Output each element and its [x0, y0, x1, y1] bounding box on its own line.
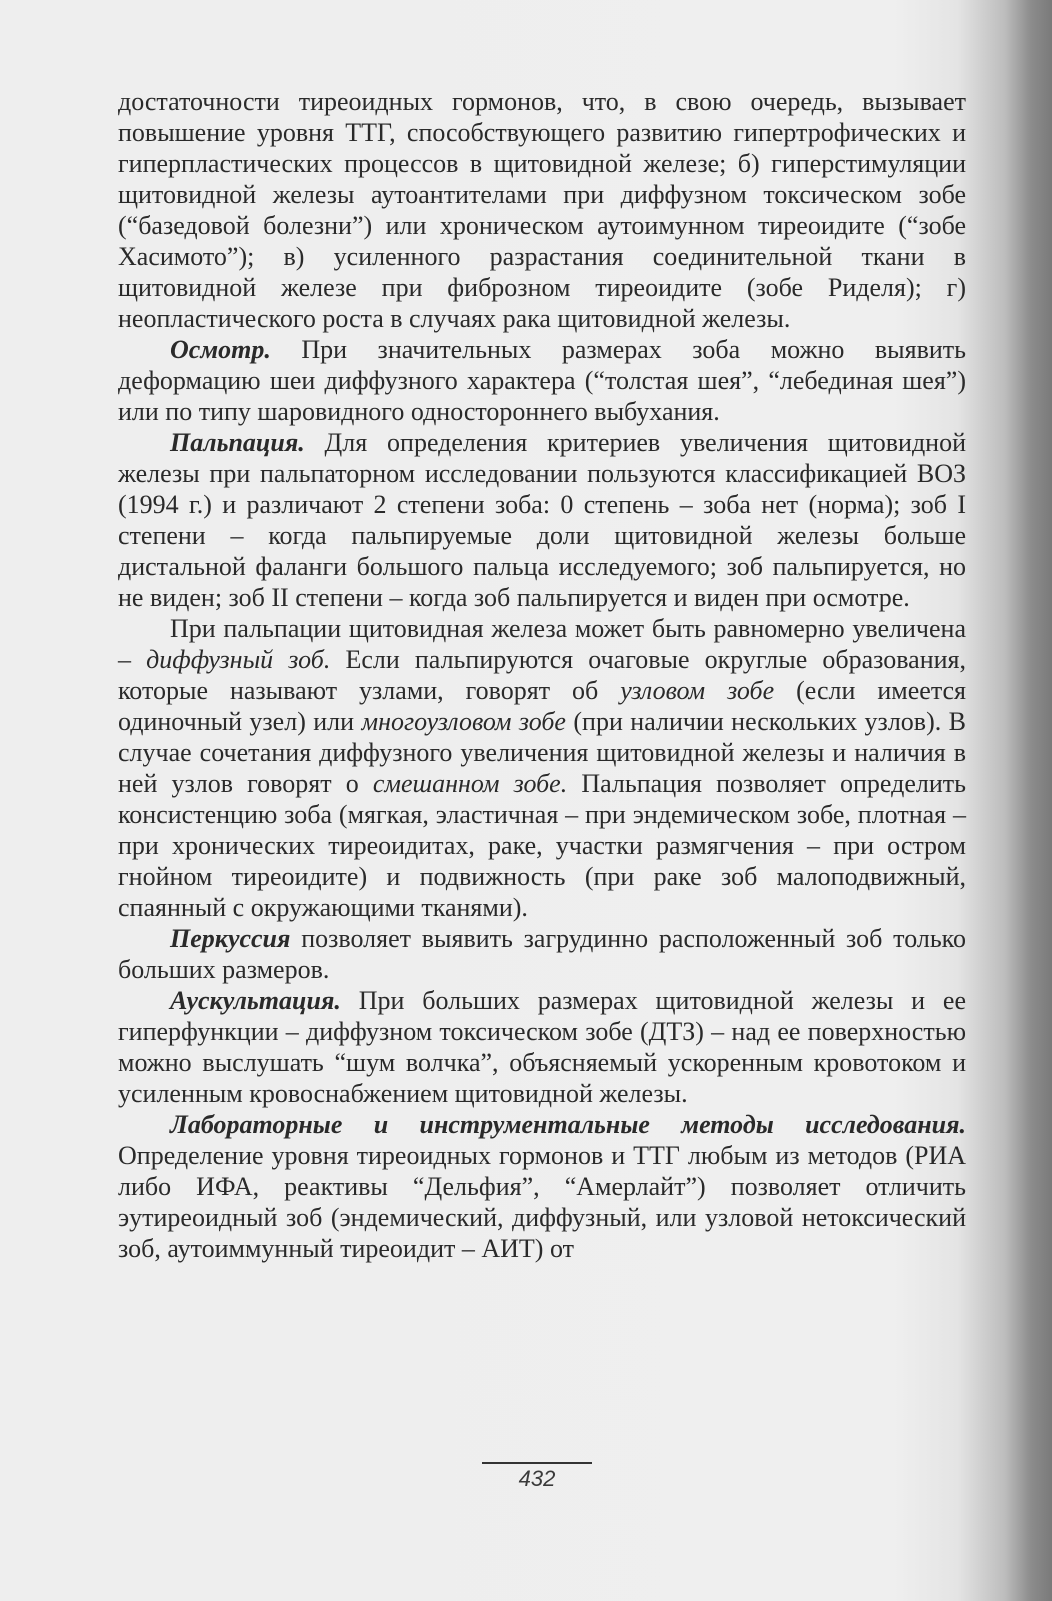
term-mixed-goiter: смешанном зобе. — [372, 769, 568, 798]
text-run: (при наличии нескольких узлов). В случае сочетания диффузного увеличения щитовидной железы и наличия в ней узлов говорят о — [118, 707, 966, 798]
paragraph-auscultation — [118, 985, 966, 1109]
paragraph-continuation — [118, 86, 966, 334]
heading-palpation: Пальпация. — [170, 428, 305, 457]
heading-inspection: Осмотр. — [170, 335, 271, 364]
paragraph-inspection — [118, 334, 966, 427]
text-run: При больших размерах щитовидной железы и ее гиперфункции – диффузном токсическом зобе (ДТЗ) – над ее поверхностью можно выслушать “шум волчка”, объясняемый ускоренным кровотоком и усиленным кровоснабжением щитовидной железы. — [118, 986, 966, 1108]
text-run: Определение уровня тиреоидных гормонов и ТТГ любым из методов (РИА либо ИФА, реактивы “Дельфия”, “Амерлайт”) позволяет отличить эутиреоидный зоб (эндемический, диффузный, или узловой нетоксический зоб, аутоиммунный тиреоидит – АИТ) от — [118, 1141, 966, 1263]
text-run: (если имеется одиночный узел) или — [118, 676, 966, 736]
body-text — [118, 86, 966, 1264]
paragraph-palpation — [118, 427, 966, 613]
text-run: Для определения критериев увеличения щитовидной железы при пальпаторном исследовании пользуются классификацией ВОЗ (1994 г.) и различают 2 степени зоба: 0 степень – зоба нет (норма); зоб I степени – когда пальпируемые доли щитовидной железы больше дистальной фаланги большого пальца исследуемого; зоб пальпируется, но не виден; зоб II степени – когда зоб пальпируется и виден при осмотре. — [118, 428, 966, 612]
paragraph-percussion — [118, 923, 966, 985]
heading-percussion: Перкуссия — [170, 924, 291, 953]
paragraph-lab-methods — [118, 1109, 966, 1264]
paragraph-palpation-details — [118, 613, 966, 923]
heading-lab-methods: Лабораторные и инструментальные методы исследования. — [170, 1110, 966, 1139]
footer-rule — [482, 1462, 592, 1464]
term-multinodular-goiter: многоузловом зобе — [361, 707, 566, 736]
text-run: позволяет выявить загрудинно расположенный зоб только больших размеров. — [118, 924, 966, 984]
text-run: Если пальпируются очаговые округлые образования, которые называют узлами, говорят об — [118, 645, 967, 705]
page-number: 432 — [518, 1466, 556, 1491]
text-run: При пальпации щитовидная железа может быть равномерно увеличена – — [118, 614, 966, 674]
text-run: При значительных размерах зоба можно выявить деформацию шеи диффузного характера (“толстая шея”, “лебединая шея”) или по типу шаровидного одностороннего выбухания. — [118, 335, 966, 426]
term-nodular-goiter: узловом зобе — [620, 676, 775, 705]
heading-auscultation: Аускультация. — [170, 986, 341, 1015]
term-diffuse-goiter: диффузный зоб. — [146, 645, 331, 674]
text-run: Пальпация позволяет определить консистенцию зоба (мягкая, эластичная – при эндемическом зобе, плотная – при хронических тиреоидитах, раке, участки размягчения – при остром гнойном тиреоидите) и подвижность (при раке зоб малоподвижный, спаянный с окружающими тканями). — [118, 769, 966, 922]
text-run: достаточности тиреоидных гормонов, что, в свою очередь, вызывает повышение уровня ТТГ, способствующего развитию гипертрофических и гиперпластических процессов в щитовидной железе; б) гиперстимуляции щитовидной железы аутоантителами при диффузном токсическом зобе (“базедовой болезни”) или хроническом аутоимунном тиреоидите (“зобе Хасимото”); в) усиленного разрастания соединительной ткани в щитовидной железе при фиброзном тиреоидите (зобе Риделя); г) неопластического роста в случаях рака щитовидной железы. — [118, 87, 966, 333]
